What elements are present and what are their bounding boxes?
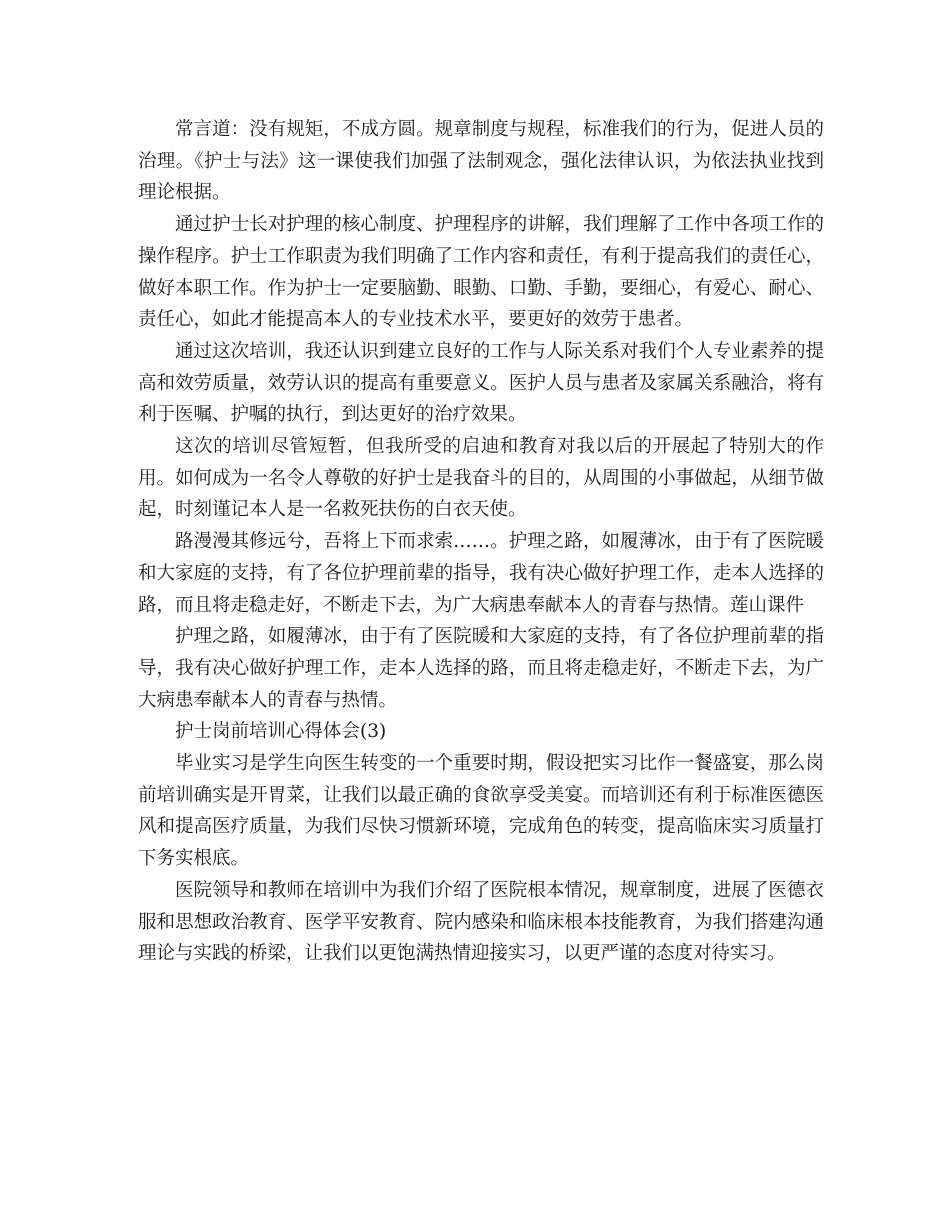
section-heading: 护士岗前培训心得体会(3) — [175, 721, 387, 743]
paragraph-nursing-path: 护理之路，如履薄冰，由于有了医院暖和大家庭的支持，有了各位护理前辈的指导，我有决心做好护理工作，走本人选择的路，而且将走稳走好，不断走下去，为广大病患奉献本人的青春与热情。 — [138, 626, 824, 711]
paragraph-relationships: 通过这次培训，我还认识到建立良好的工作与人际关系对我们个人专业素养的提高和效劳质量，效劳认识的提高有重要意义。医护人员与患者及家属关系融洽，将有利于医嘱、护嘱的执行，到达更好的治疗效果。 — [138, 340, 824, 426]
document-body — [138, 114, 824, 970]
paragraph-long-road: 路漫漫其修远兮，吾将上下而求索……。护理之路，如履薄冰，由于有了医院暖和大家庭的支持，有了各位护理前辈的指导，我有决心做好护理工作，走本人选择的路，而且将走稳走好，不断走下去，为广大病患奉献本人的青春与热情。莲山课件 — [138, 531, 824, 616]
paragraph-rules-and-law: 常言道：没有规矩，不成方圆。规章制度与规程，标准我们的行为，促进人员的治理。《护士与法》这一课使我们加强了法制观念，强化法律认识，为依法执业找到理论根据。 — [138, 119, 824, 204]
paragraph-hospital-leaders: 医院领导和教师在培训中为我们介绍了医院根本情况，规章制度，进展了医德衣服和思想政治教育、医学平安教育、院内感染和临床根本技能教育，为我们搭建沟通理论与实践的桥梁，让我们以更饱满热情迎接实习，以更严谨的态度对待实习。 — [138, 879, 824, 965]
paragraph-core-systems: 通过护士长对护理的核心制度、护理程序的讲解，我们理解了工作中各项工作的操作程序。护士工作职责为我们明确了工作内容和责任，有利于提高我们的责任心，做好本职工作。作为护士一定要脑勤、眼勤、口勤、手勤，要细心，有爱心、耐心、责任心，如此才能提高本人的专业技术水平，要更好的效劳于患者。 — [138, 214, 824, 331]
paragraph-training-impact: 这次的培训尽管短暂，但我所受的启迪和教育对我以后的开展起了特别大的作用。如何成为一名令人尊敬的好护士是我奋斗的目的，从周围的小事做起，从细节做起，时刻谨记本人是一名救死扶伤的白衣天使。 — [138, 436, 824, 521]
paragraph-internship: 毕业实习是学生向医生转变的一个重要时期，假设把实习比作一餐盛宴，那么岗前培训确实是开胃菜，让我们以最正确的食欲享受美宴。而培训还有利于标准医德医风和提高医疗质量，为我们尽快习惯新环境，完成角色的转变，提高临床实习质量打下务实根底。 — [138, 753, 824, 870]
